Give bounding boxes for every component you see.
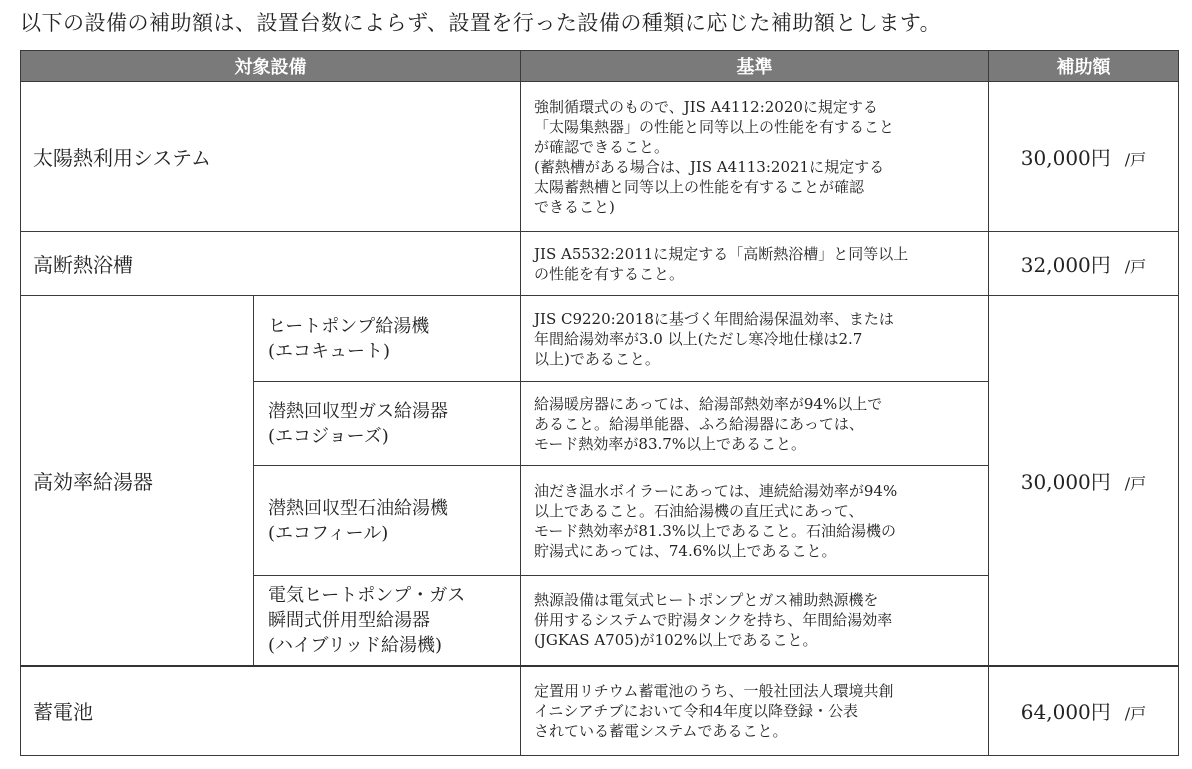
std-line: されている蓄電システムであること。 — [534, 721, 788, 740]
std-line: 熱源設備は電気式ヒートポンプとガス補助熱源機を — [534, 591, 879, 610]
sub-ecojozu — [254, 382, 521, 466]
sub-line: ヒートポンプ給湯機 — [268, 315, 430, 337]
standard-solar — [521, 82, 989, 232]
sub-line: 潜熱回収型ガス給湯器 — [268, 400, 448, 422]
sub-line: (エコキュート) — [268, 340, 391, 362]
std-line: JIS C9220:2018に基づく年間給湯保温効率、または — [534, 309, 894, 328]
std-line: 以上)であること。 — [534, 349, 660, 368]
amount-battery — [989, 666, 1179, 756]
row-battery — [21, 666, 1179, 756]
amount-unit: /戸 — [1124, 257, 1147, 276]
standard-ecofeel — [521, 466, 989, 576]
std-line: の性能を有すること。 — [534, 264, 685, 283]
header-row — [21, 51, 1179, 82]
sub-line: (エコフィール) — [268, 522, 389, 544]
std-line: 年間給湯効率が3.0 以上(ただし寒冷地仕様は2.7 — [534, 329, 863, 348]
std-line: 貯湯式にあっては、74.6%以上であること。 — [534, 541, 837, 560]
header-target: 対象設備 — [21, 51, 521, 82]
standard-ecojozu — [521, 382, 989, 466]
std-line: 給湯暖房器にあっては、給湯部熱効率が94%以上で — [534, 394, 883, 413]
std-line: モード熱効率が81.3%以上であること。石油給湯機の — [534, 521, 897, 540]
item-bathtub: 高断熱浴槽 — [21, 232, 521, 296]
sub-hybrid — [254, 576, 521, 666]
item-battery: 蓄電池 — [21, 666, 521, 756]
row-bathtub — [21, 232, 1179, 296]
std-line: が確認できること。 — [534, 137, 670, 156]
std-line: JIS A5532:2011に規定する「高断熱浴槽」と同等以上 — [534, 244, 909, 263]
std-line: モード熱効率が83.7%以上であること。 — [534, 434, 807, 453]
amount-water-heater — [989, 296, 1179, 666]
std-line: (蓄熱槽がある場合は、JIS A4113:2021に規定する — [534, 157, 885, 176]
std-line: あること。給湯単能器、ふろ給湯器にあっては、 — [534, 414, 864, 433]
row-ecocute — [21, 296, 1179, 382]
amount-unit: /戸 — [1124, 473, 1147, 493]
sub-line: 潜熱回収型石油給湯機 — [268, 497, 448, 519]
amount-bathtub — [989, 232, 1179, 296]
sub-line: 電気ヒートポンプ・ガス — [268, 584, 466, 606]
row-solar — [21, 82, 1179, 232]
subsidy-table — [20, 50, 1179, 756]
sub-line: (エコジョーズ) — [268, 425, 389, 447]
std-line: 「太陽集熱器」の性能と同等以上の性能を有すること — [534, 117, 895, 136]
sub-line: (ハイブリッド給湯機) — [268, 634, 443, 656]
sub-ecofeel — [254, 466, 521, 576]
header-standard: 基準 — [521, 51, 989, 82]
std-line: (JGKAS A705)が102%以上であること。 — [534, 631, 818, 650]
standard-battery — [521, 666, 989, 756]
std-line: 併用するシステムで貯湯タンクを持ち、年間給湯効率 — [534, 611, 893, 630]
standard-ecocute — [521, 296, 989, 382]
std-line: イニシアチブにおいて令和4年度以降登録・公表 — [534, 701, 858, 720]
intro-text: 以下の設備の補助額は、設置台数によらず、設置を行った設備の種類に応じた補助額とします。 — [20, 11, 942, 35]
amount-solar — [989, 82, 1179, 232]
amount-unit: /戸 — [1124, 704, 1147, 724]
std-line: 強制循環式のもので、JIS A4112:2020に規定する — [534, 97, 878, 116]
std-line: 油だき温水ボイラーにあっては、連続給湯効率が94% — [534, 481, 898, 500]
standard-hybrid — [521, 576, 989, 666]
std-line: 太陽蓄熱槽と同等以上の性能を有することが確認 — [534, 177, 865, 196]
std-line: 以上であること。石油給湯機の直圧式にあって、 — [534, 501, 864, 520]
standard-bathtub — [521, 232, 989, 296]
amount-value: 30,000円 — [1020, 146, 1111, 170]
std-line: 定置用リチウム蓄電池のうち、一般社団法人環境共創 — [534, 681, 894, 700]
amount-value: 32,000円 — [1020, 253, 1111, 277]
amount-value: 30,000円 — [1020, 469, 1111, 494]
item-water-heater: 高効率給湯器 — [21, 296, 254, 666]
std-line: できること) — [534, 197, 615, 216]
header-amount: 補助額 — [989, 51, 1179, 82]
amount-unit: /戸 — [1124, 150, 1147, 169]
sub-line: 瞬間式併用型給湯器 — [268, 609, 430, 631]
sub-ecocute — [254, 296, 521, 382]
item-solar: 太陽熱利用システム — [21, 82, 521, 232]
amount-value: 64,000円 — [1020, 700, 1111, 725]
